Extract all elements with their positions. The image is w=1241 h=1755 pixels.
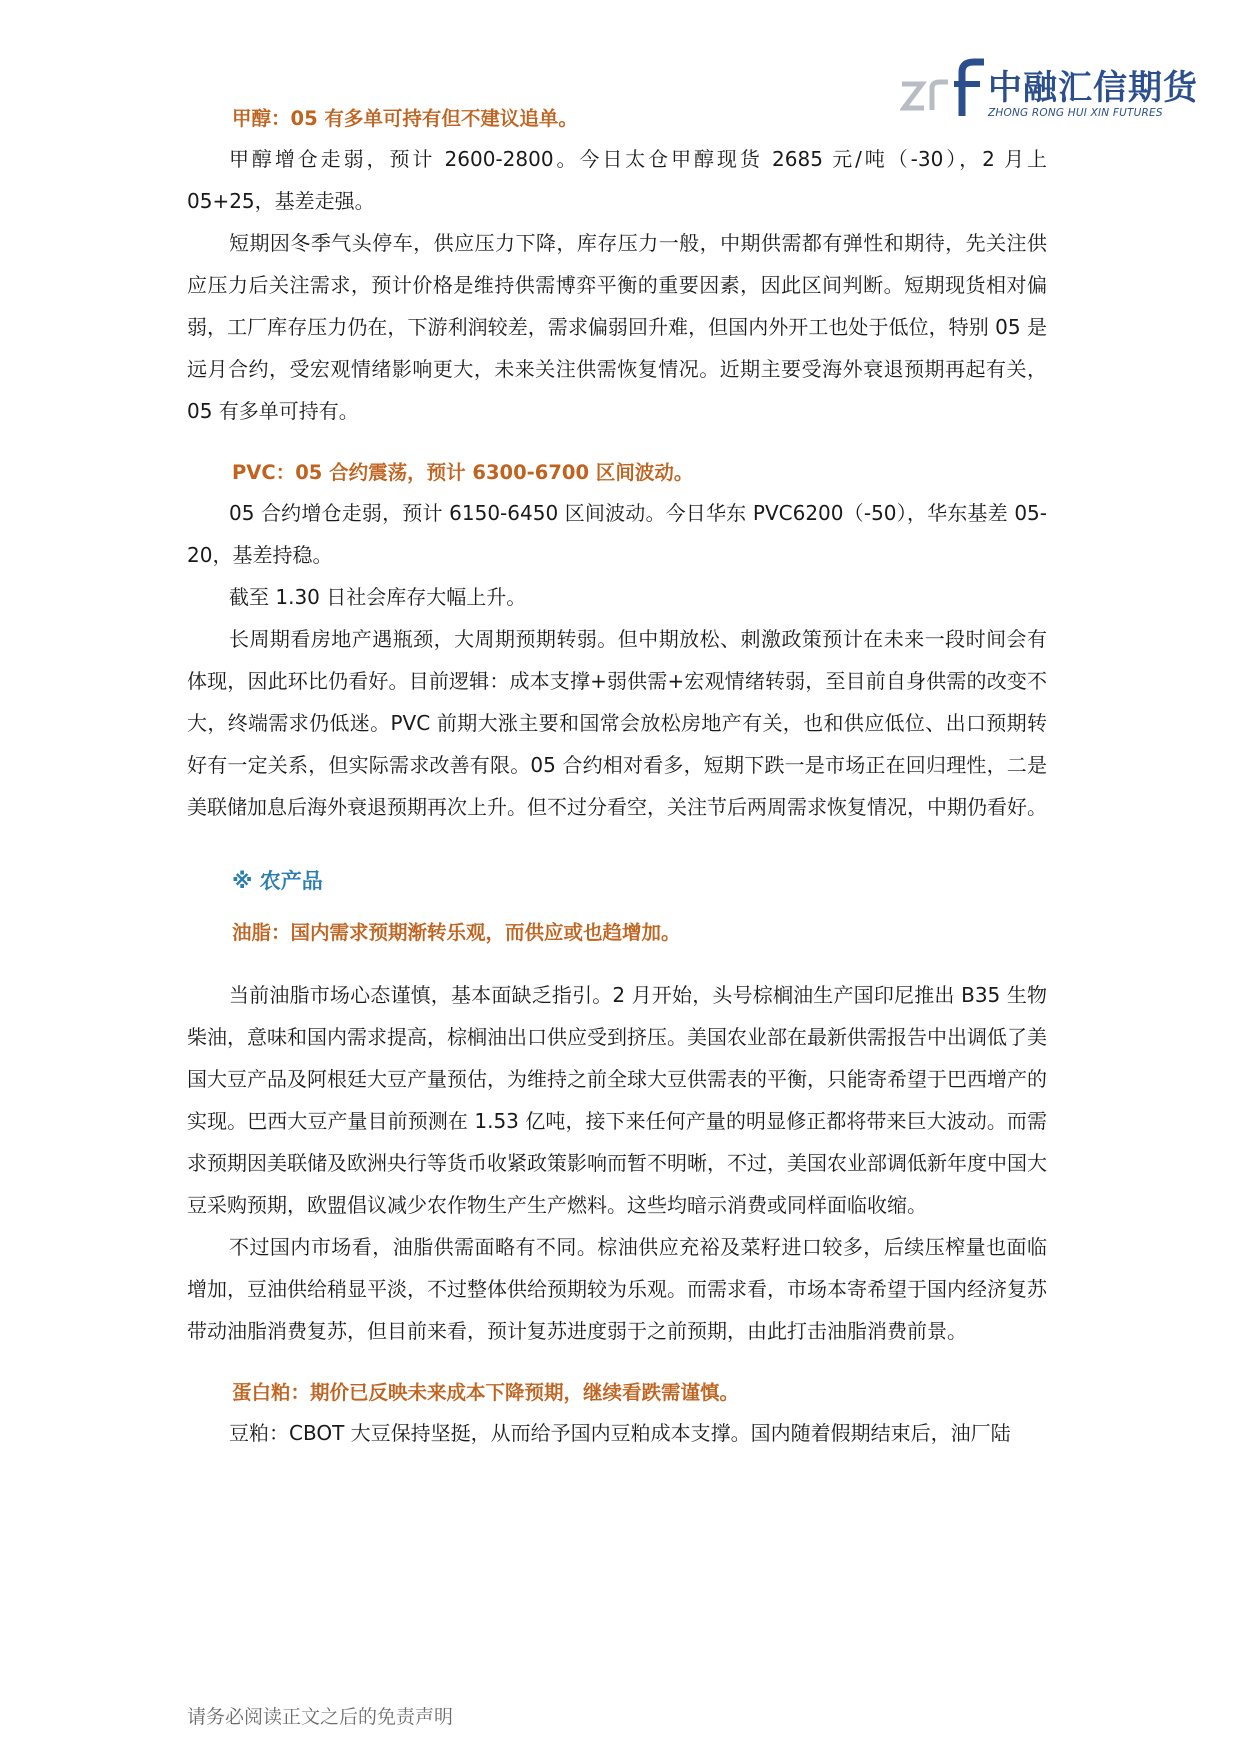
methanol-heading: 甲醇：05 有多单可持有但不建议追单。	[232, 107, 578, 130]
pvc-paragraph-1: 05 合约增仓走弱，预计 6150-6450 区间波动。今日华东 PVC6200（-50），华东基差 05-20，基差持稳。	[187, 501, 1047, 567]
pvc-paragraph-2: 截至 1.30 日社会库存大幅上升。	[229, 585, 527, 609]
soymeal-paragraph: 豆粕：CBOT 大豆保持坚挺，从而给予国内豆粕成本支撑。国内随着假期结束后，油厂陆	[229, 1421, 1011, 1445]
pvc-heading: PVC：05 合约震荡，预计 6300-6700 区间波动。	[232, 461, 694, 484]
pvc-paragraph-3: 长周期看房地产遇瓶颈，大周期预期转弱。但中期放松、刺激政策预计在未来一段时间会有体现，因此环比仍看好。目前逻辑：成本支撑+弱供需+宏观情绪转弱，至目前自身供需的改变不大，终端需求仍低迷。PVC 前期大涨主要和国常会放松房地产有关，也和供应低位、出口预期转好有一定关系，但实际需求改善有限。05 合约相对看多，短期下跌一是市场正在回归理性，二是美联储加息后海外衰退预期再次上升。但不过分看空，关注节后两周需求恢复情况，中期仍看好。	[187, 627, 1047, 819]
oils-paragraph-1: 当前油脂市场心态谨慎，基本面缺乏指引。2 月开始，头号棕榈油生产国印尼推出 B35 生物柴油，意味和国内需求提高，棕榈油出口供应受到挤压。美国农业部在最新供需报告中出调低了美国大豆产品及阿根廷大豆产量预估，为维持之前全球大豆供需表的平衡，只能寄希望于巴西增产的实现。巴西大豆产量目前预测在 1.53 亿吨，接下来任何产量的明显修正都将带来巨大波动。而需求预期因美联储及欧洲央行等货币收紧政策影响而暂不明晰，不过，美国农业部调低新年度中国大豆采购预期，欧盟倡议减少农作物生产生产燃料。这些均暗示消费或同样面临收缩。	[187, 983, 1047, 1217]
oils-paragraph-2: 不过国内市场看，油脂供需面略有不同。棕油供应充裕及菜籽进口较多，后续压榨量也面临增加，豆油供给稍显平淡，不过整体供给预期较为乐观。而需求看，市场本寄希望于国内经济复苏带动油脂消费复苏，但目前来看，预计复苏进度弱于之前预期，由此打击油脂消费前景。	[187, 1235, 1047, 1343]
protein-meal-heading: 蛋白粕：期价已反映未来成本下降预期，继续看跌需谨慎。	[232, 1381, 740, 1404]
agriculture-category-title: ※ 农产品	[232, 869, 323, 893]
oils-heading: 油脂：国内需求预期渐转乐观，而供应或也趋增加。	[232, 921, 681, 944]
report-body	[187, 100, 1047, 1454]
methanol-paragraph-1: 甲醇增仓走弱，预计 2600-2800。今日太仓甲醇现货 2685 元/吨（-30），2 月上 05+25，基差走强。	[187, 147, 1047, 213]
disclaimer-footer: 请务必阅读正文之后的免责声明	[187, 1706, 454, 1728]
logo-english-name: ZHONG RONG HUI XIN FUTURES	[988, 107, 1163, 119]
methanol-paragraph-2: 短期因冬季气头停车，供应压力下降，库存压力一般，中期供需都有弹性和期待，先关注供应压力后关注需求，预计价格是维持供需博弈平衡的重要因素，因此区间判断。短期现货相对偏弱，工厂库存压力仍在，下游利润较差，需求偏弱回升难，但国内外开工也处于低位，特别 05 是远月合约，受宏观情绪影响更大，未来关注供需恢复情况。近期主要受海外衰退预期再起有关，05 有多单可持有。	[187, 231, 1047, 423]
logo-chinese-name: 中融汇信期货	[988, 68, 1198, 108]
